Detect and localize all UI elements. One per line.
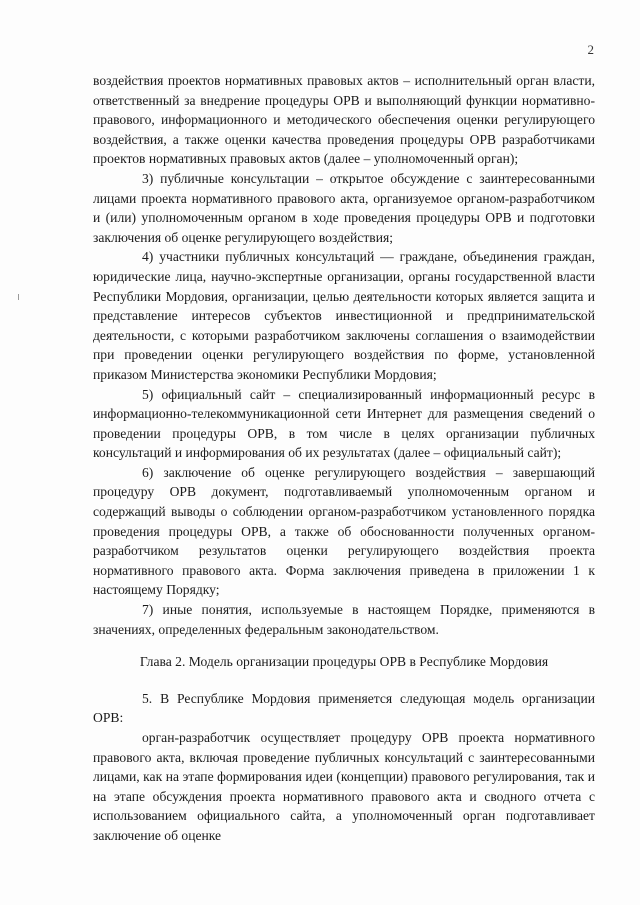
scan-artifact — [18, 294, 19, 300]
paragraph-item-4: 4) участники публичных консультаций — граждане, объединения граждан, юридические лица, научно-экспертные организации, органы государственной власти Республики Мордовия, организации, целью деятельности которых является защита и представление интересов субъектов инвестиционной и предпринимательской деятельности, с которыми разработчиком заключены соглашения о взаимодействии при проведении оценки регулирующего воздействия по форме, установленной приказом Министерства экономики Республики Мордовия; — [93, 249, 595, 382]
paragraph-item-5: 5) официальный сайт – специализированный информационный ресурс в информационно-телекоммуникационной сети Интернет для размещения сведений о проведении процедуры ОРВ, в том числе в целях организации публичных консультаций и информирования об их результатах (далее – официальный сайт); — [93, 386, 595, 461]
chapter-heading: Глава 2. Модель организации процедуры ОРВ в Республике Мордовия — [139, 654, 549, 670]
document-body — [93, 71, 595, 846]
paragraph-item-7: 7) иные понятия, используемые в настоящем Порядке, применяются в значениях, определенных федеральным законодательством. — [93, 602, 595, 637]
paragraph-item-3: 3) публичные консультации – открытое обсуждение с заинтересованными лицами проекта нормативного правового акта, организуемое органом-разработчиком и (или) уполномоченным органом в ходе проведения процедуры ОРВ и подготовки заключения об оценке регулирующего воздействия; — [93, 170, 595, 245]
paragraph-section-5: 5. В Республике Мордовия применяется следующая модель организации ОРВ: — [93, 690, 595, 726]
paragraph-item-6: 6) заключение об оценке регулирующего воздействия – завершающий процедуру ОРВ документ, подготавливаемый уполномоченным органом и содержащий выводы о соблюдении органом-разработчиком установленного порядка проведения процедуры ОРВ, а также об обоснованности полученных органом-разработчиком результатов оценки регулирующего воздействия проекта нормативного правового акта. Форма заключения приведена в приложении 1 к настоящему Порядку; — [93, 464, 595, 598]
paragraph-model-description: орган-разработчик осуществляет процедуру ОРВ проекта нормативного правового акта, включая проведение публичных консультаций с заинтересованными лицами, как на этапе формирования идеи (концепции) правового регулирования, так и на этапе обсуждения проекта нормативного правового акта и сводного отчета с использованием официального сайта, а уполномоченный орган подготавливает заключение об оценке — [93, 730, 595, 843]
paragraph-continuation: воздействия проектов нормативных правовых актов – исполнительный орган власти, ответственный за внедрение процедуры ОРВ и выполняющий функции нормативно-правового, информационного и методического обеспечения оценки регулирующего воздействия, а также оценки качества проведения процедуры ОРВ разработчиками проектов нормативных правовых актов (далее – уполномоченный орган); — [93, 73, 595, 167]
page-number: 2 — [587, 42, 594, 57]
